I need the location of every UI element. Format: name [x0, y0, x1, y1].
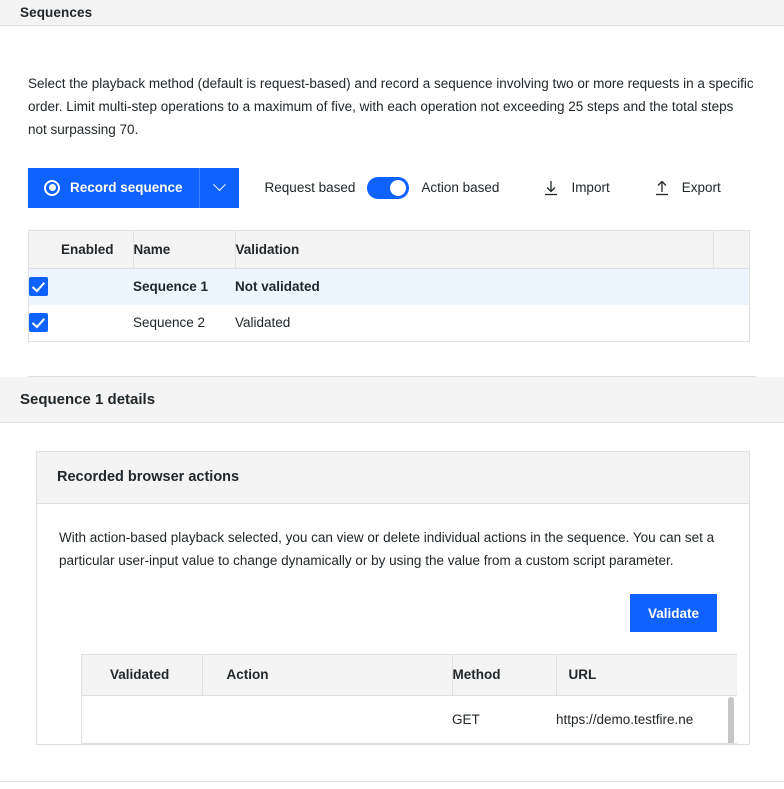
actions-table-scrollbar[interactable]: [728, 697, 734, 744]
actions-header-row: [82, 655, 737, 695]
table-row[interactable]: [29, 269, 749, 305]
sequences-panel-header: [0, 0, 784, 26]
table-header-row: [29, 231, 749, 269]
row-enabled-cell: [29, 305, 133, 341]
column-header-name: Name: [133, 231, 235, 269]
enabled-checkbox[interactable]: [29, 313, 48, 332]
row-spacer-cell: [713, 269, 749, 305]
recorded-browser-actions-header: [37, 452, 749, 504]
record-sequence-dropdown[interactable]: [199, 168, 239, 208]
row-spacer-cell: [713, 305, 749, 341]
sequences-table: [28, 230, 750, 342]
record-sequence-button[interactable]: [28, 168, 199, 208]
action-method-cell: GET: [452, 711, 480, 727]
record-sequence-label: Record sequence: [70, 180, 183, 196]
table-row[interactable]: [82, 695, 737, 743]
action-validated-cell: [82, 695, 202, 743]
column-header-action: Action: [202, 655, 452, 695]
recorded-actions-description: With action-based playback selected, you can view or delete individual actions in the sequence. You can set a particular user-input value to change dynamically or by using the value from a custom script parameter.: [59, 529, 715, 568]
table-row[interactable]: [29, 305, 749, 341]
import-label: Import: [571, 180, 610, 196]
column-header-url: URL: [556, 655, 737, 695]
validate-row: [59, 594, 727, 632]
row-name-cell: Sequence 2: [133, 315, 206, 331]
bottom-divider: [0, 781, 784, 782]
recorded-browser-actions-body: [37, 504, 749, 744]
playback-mode-toggle-group: [265, 177, 500, 199]
export-label: Export: [681, 180, 721, 196]
upload-icon: [652, 178, 672, 198]
column-header-spacer: [713, 231, 749, 269]
request-based-label: Request based: [264, 180, 356, 196]
page-title: Sequences: [20, 5, 93, 20]
column-header-method: Method: [452, 655, 556, 695]
recorded-browser-actions-title: Recorded browser actions: [57, 469, 240, 486]
sequences-toolbar: [28, 168, 756, 208]
column-header-enabled: Enabled: [29, 231, 133, 269]
recorded-browser-actions-card: [36, 451, 750, 745]
row-name-cell: Sequence 1: [133, 269, 235, 305]
action-url-cell: https://demo.testfire.ne: [556, 711, 694, 727]
intro-text: Select the playback method (default is request-based) and record a sequence involving two or more requests in a specific order. Limit multi-step operations to a maximum of five, with each operation not exceeding 25 steps and the total steps not surpassing 70.: [28, 76, 754, 138]
download-icon: [541, 178, 561, 198]
chevron-down-icon: [213, 178, 226, 191]
record-circle-icon: [44, 180, 60, 196]
sequences-section: [0, 26, 784, 377]
enabled-checkbox[interactable]: [29, 277, 48, 296]
row-enabled-cell: [29, 269, 133, 305]
actions-table: [81, 654, 737, 744]
sequence-details-header: [0, 377, 784, 423]
row-validation-cell: Not validated: [235, 269, 713, 305]
export-button[interactable]: [652, 178, 721, 198]
toggle-knob: [390, 180, 406, 196]
sequence-details-title: Sequence 1 details: [20, 390, 156, 408]
row-validation-cell: Validated: [235, 315, 291, 331]
column-header-validation: Validation: [235, 231, 713, 269]
validate-button[interactable]: Validate: [630, 594, 717, 632]
column-header-validated: Validated: [82, 655, 202, 695]
action-based-label: Action based: [421, 180, 500, 196]
action-name-cell: [202, 695, 452, 743]
import-button[interactable]: [541, 178, 609, 198]
playback-mode-toggle[interactable]: [367, 177, 409, 199]
